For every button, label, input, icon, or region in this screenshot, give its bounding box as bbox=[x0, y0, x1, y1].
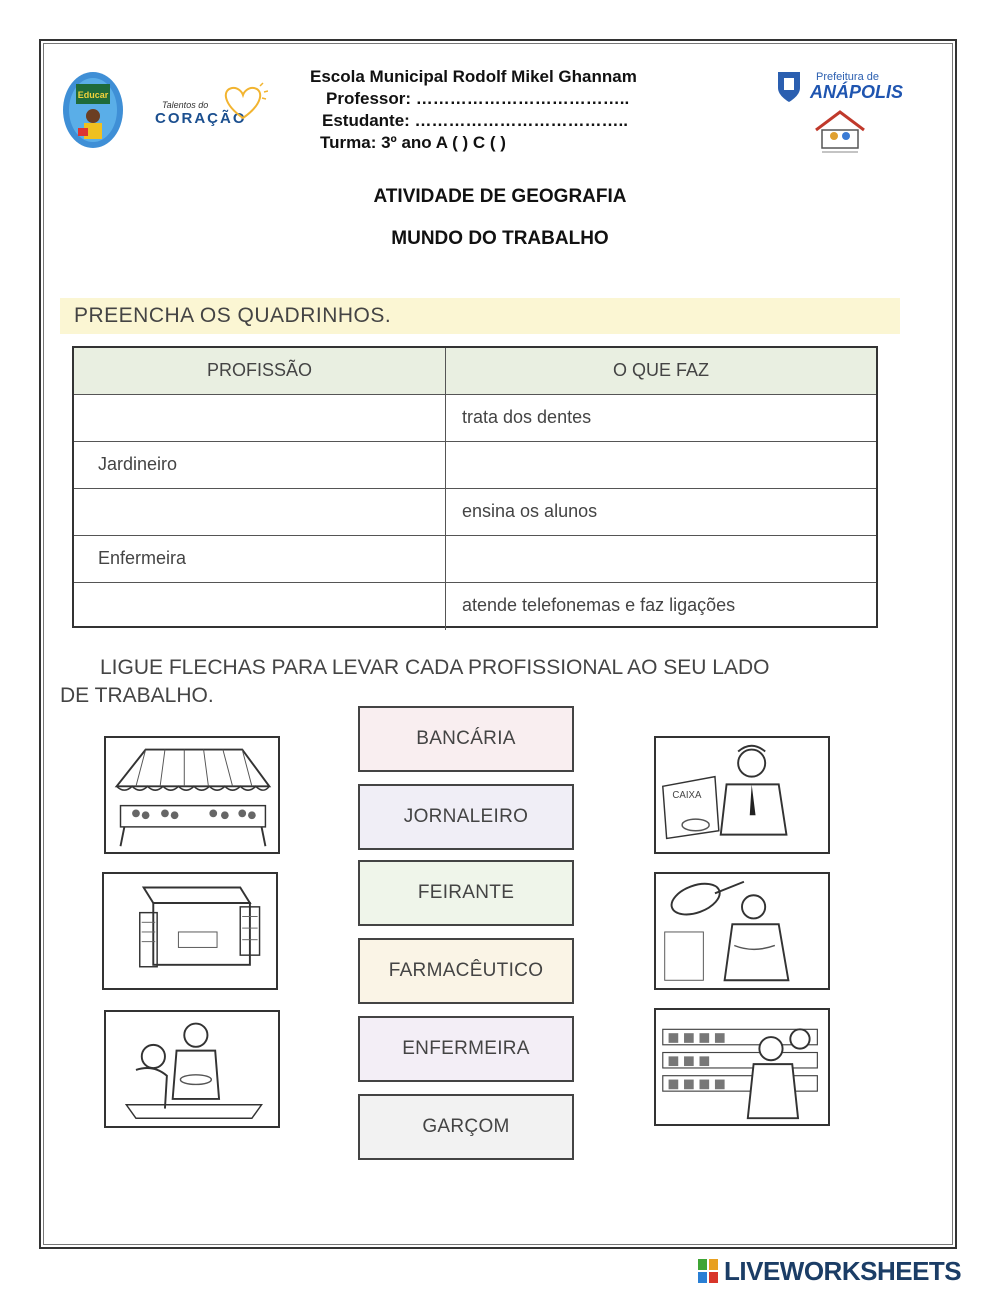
professor-field: Professor: ……………………………….. bbox=[326, 89, 630, 108]
waiter-picture[interactable] bbox=[104, 1010, 280, 1128]
word-box-garcom[interactable]: GARÇOM bbox=[358, 1094, 574, 1160]
table-row bbox=[74, 536, 876, 583]
word-box-bancaria[interactable]: BANCÁRIA bbox=[358, 706, 574, 772]
market-stall-picture[interactable] bbox=[104, 736, 280, 854]
coat-of-arms-icon bbox=[774, 68, 804, 104]
pharmacist-picture[interactable] bbox=[654, 1008, 830, 1126]
nurse-illustration bbox=[656, 874, 828, 988]
class-field: Turma: 3º ano A ( ) C ( ) bbox=[320, 133, 506, 152]
what-cell: atende telefonemas e faz ligações bbox=[462, 595, 736, 615]
what-cell[interactable] bbox=[446, 536, 876, 582]
bank-teller-picture[interactable] bbox=[654, 736, 830, 854]
table-row bbox=[74, 395, 876, 442]
talentos-logo bbox=[150, 82, 270, 132]
table-header-row bbox=[74, 348, 876, 395]
waiter-illustration bbox=[106, 1012, 278, 1126]
table-row bbox=[74, 442, 876, 489]
svg-text:CAIXA: CAIXA bbox=[672, 789, 702, 801]
heart-icon bbox=[218, 82, 268, 122]
table-row bbox=[74, 489, 876, 536]
subject-title: MUNDO DO TRABALHO bbox=[391, 228, 609, 249]
talentos-big-text: CORAÇÃO bbox=[155, 110, 247, 127]
what-cell: trata dos dentes bbox=[462, 407, 592, 427]
what-cell: ensina os alunos bbox=[462, 501, 598, 521]
newsstand-picture[interactable] bbox=[102, 872, 278, 990]
prefeitura-big-text: ANÁPOLIS bbox=[810, 82, 904, 102]
fill-instruction-text: PREENCHA OS QUADRINHOS. bbox=[74, 304, 392, 327]
liveworksheets-badge-icon bbox=[698, 1259, 718, 1283]
market-stall-illustration bbox=[106, 738, 278, 852]
word-box-feirante[interactable]: FEIRANTE bbox=[358, 860, 574, 926]
prefeitura-logo bbox=[770, 68, 904, 158]
svg-text:Educar: Educar bbox=[77, 90, 109, 100]
prefeitura-small-text: Prefeitura de bbox=[816, 71, 879, 83]
fill-instruction bbox=[60, 298, 900, 334]
activity-title: ATIVIDADE DE GEOGRAFIA bbox=[373, 186, 627, 207]
word-box-farmaceutico[interactable]: FARMACÊUTICO bbox=[358, 938, 574, 1004]
word-box-jornaleiro[interactable]: JORNALEIRO bbox=[358, 784, 574, 850]
profession-cell[interactable] bbox=[74, 583, 446, 630]
school-name: Escola Municipal Rodolf Mikel Ghannam bbox=[310, 67, 637, 86]
profession-cell: Jardineiro bbox=[74, 442, 446, 488]
student-field: Estudante: ……………………………….. bbox=[322, 111, 629, 130]
nurse-picture[interactable] bbox=[654, 872, 830, 990]
liveworksheets-text: LIVEWORKSHEETS bbox=[724, 1256, 962, 1286]
profession-cell[interactable] bbox=[74, 395, 446, 441]
school-house-icon bbox=[812, 108, 868, 156]
newsstand-illustration bbox=[104, 874, 276, 988]
word-box-enfermeira[interactable]: ENFERMEIRA bbox=[358, 1016, 574, 1082]
table-row bbox=[74, 583, 876, 630]
match-instruction-line1: LIGUE FLECHAS PARA LEVAR CADA PROFISSIONAL AO SEU LADO bbox=[100, 656, 770, 679]
what-cell[interactable] bbox=[446, 442, 876, 488]
talentos-small-text: Talentos do bbox=[162, 100, 209, 110]
profession-cell: Enfermeira bbox=[74, 536, 446, 582]
header-what: O QUE FAZ bbox=[612, 360, 709, 380]
profession-cell[interactable] bbox=[74, 489, 446, 535]
match-instruction-line2: DE TRABALHO. bbox=[60, 684, 214, 707]
bank-teller-illustration bbox=[656, 738, 828, 852]
pharmacist-illustration bbox=[656, 1010, 828, 1124]
school-logo bbox=[62, 66, 124, 150]
header-profession: PROFISSÃO bbox=[74, 348, 446, 394]
profession-table bbox=[72, 346, 878, 628]
